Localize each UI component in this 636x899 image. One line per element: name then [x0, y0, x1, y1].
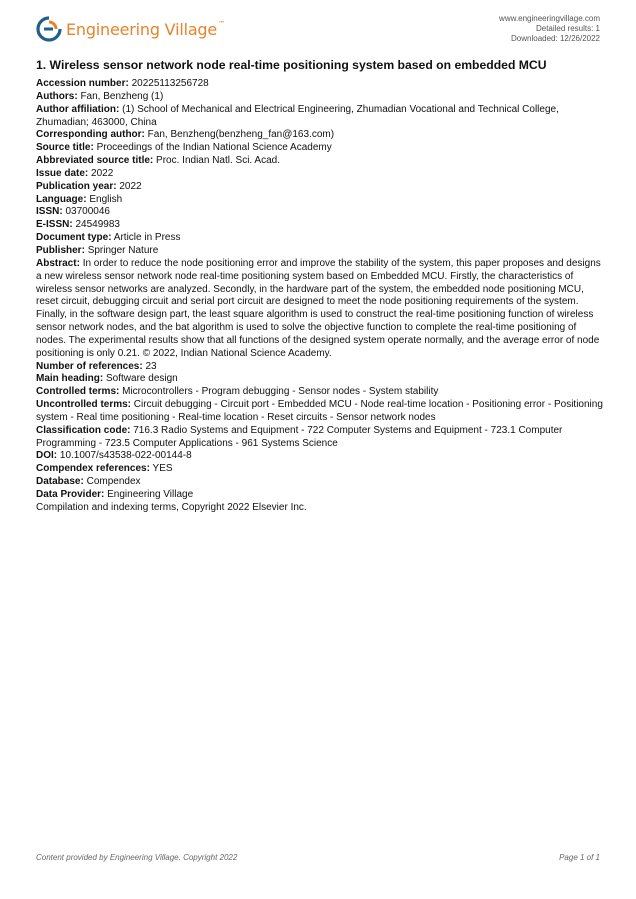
field-label: Database: [36, 476, 84, 488]
field-value: 2022 [119, 180, 142, 192]
field-value: English [89, 193, 123, 205]
logo-name: Engineering Village [66, 19, 218, 39]
field-label: Document type: [36, 232, 112, 244]
field-value: Springer Nature [87, 244, 159, 256]
field-label: Abbreviated source title: [36, 155, 154, 167]
field-label: Main heading: [36, 373, 104, 385]
field-value: Software design [106, 373, 178, 385]
engineering-village-logo-icon [36, 16, 62, 42]
download-meta [499, 14, 600, 44]
field-label: Source title: [36, 142, 94, 154]
logo-text [66, 20, 225, 39]
field-value: 2022 [91, 167, 114, 179]
footer-credit: Content provided by Engineering Village. Copyright 2022 [36, 853, 238, 862]
field-value: (1) School of Mechanical and Electrical Engineering, Zhumadian Vocational and Technical College, Zhumadian; 463000, China [36, 103, 559, 128]
field-label: ISSN: [36, 206, 63, 218]
field-issn [36, 206, 604, 219]
record-title: 1. Wireless sensor network node real-time positioning system based on embedded MCU [36, 58, 547, 72]
field-source-title [36, 142, 604, 155]
field-compendex-references [36, 463, 604, 476]
field-label: DOI: [36, 450, 58, 462]
field-controlled-terms [36, 386, 604, 399]
field-publisher [36, 245, 604, 258]
page-number: Page 1 of 1 [559, 853, 600, 862]
field-label: Classification code: [36, 424, 131, 436]
field-author-affiliation [36, 104, 604, 130]
field-label: Corresponding author: [36, 129, 145, 141]
field-value: YES [152, 463, 173, 475]
field-document-type [36, 232, 604, 245]
field-value: 03700046 [65, 206, 110, 218]
field-accession-number [36, 78, 604, 91]
field-database [36, 476, 604, 489]
field-label: Data Provider: [36, 489, 105, 500]
field-value: 20225113256728 [131, 78, 209, 89]
field-label: Compendex references: [36, 463, 150, 475]
field-label: Abstract: [36, 257, 80, 269]
field-label: Issue date: [36, 167, 89, 179]
field-number-of-references [36, 361, 604, 374]
field-publication-year [36, 181, 604, 194]
field-issue-date [36, 168, 604, 181]
detailed-results: Detailed results: 1 [535, 24, 600, 33]
field-uncontrolled-terms [36, 399, 604, 425]
field-value: Fan, Benzheng (1) [80, 90, 164, 102]
field-data-provider [36, 489, 604, 502]
field-e-issn [36, 219, 604, 232]
field-abbreviated-source-title [36, 155, 604, 168]
field-label: Language: [36, 193, 87, 205]
field-value: Fan, Benzheng(benzheng_fan@163.com) [147, 129, 335, 141]
field-label: Uncontrolled terms: [36, 399, 132, 411]
field-label: Accession number: [36, 78, 129, 89]
field-value: Proc. Indian Natl. Sci. Acad. [156, 155, 280, 167]
field-value: Microcontrollers - Program debugging - Sensor nodes - System stability [122, 386, 439, 398]
field-value: 10.1007/s43538-022-00144-8 [59, 450, 192, 462]
field-abstract [36, 258, 604, 361]
field-classification-code [36, 425, 604, 451]
field-label: Publisher: [36, 244, 85, 256]
field-value: In order to reduce the node positioning error and improve the stability of the system, this paper proposes and designs a new wireless sensor network node real-time positioning system based on Embedded MCU. Firstly, the characteristics of wireless sensor networks are analyzed. Secondly, in the hardware part of the system, the embedded node positioning MCU, reset circuit, debugging circuit and serial port circuit are designed to meet the node positioning requirements of the system. Finally, in the software design part, the least square algorithm is used to construct the real-time positioning function of wireless sensor network nodes, and the bat algorithm is used to solve the objective function to complete the real-time positioning of nodes. The experimental results show that all functions of the designed system operate normally, and the average error of node positioning is only 0.21. © 2022, Indian National Science Academy. [36, 257, 601, 359]
field-label: Controlled terms: [36, 386, 120, 398]
field-language [36, 194, 604, 207]
field-doi [36, 450, 604, 463]
field-value: Engineering Village [107, 489, 194, 500]
field-label: Publication year: [36, 180, 117, 192]
field-label: Number of references: [36, 360, 143, 372]
field-value: Circuit debugging - Circuit port - Embedded MCU - Node real-time location - Positioning error - Positioning system - Real time positioning - Real-time location - Reset circuits - Sensor network nodes [36, 399, 603, 423]
field-authors [36, 91, 604, 104]
downloaded-date: Downloaded: 12/26/2022 [511, 34, 600, 43]
field-main-heading [36, 373, 604, 386]
copyright-line: Compilation and indexing terms, Copyright 2022 Elsevier Inc. [36, 501, 307, 513]
field-value: Article in Press [113, 232, 181, 244]
field-value: 24549983 [75, 219, 120, 231]
field-corresponding-author [36, 129, 604, 142]
field-label: E-ISSN: [36, 219, 73, 231]
site-url: www.engineeringvillage.com [499, 14, 600, 23]
record-fields [36, 78, 604, 515]
field-value: Proceedings of the Indian National Science Academy [96, 142, 332, 154]
field-value: 23 [145, 360, 157, 372]
engineering-village-logo [36, 16, 225, 42]
field-value: 716.3 Radio Systems and Equipment - 722 Computer Systems and Equipment - 723.1 Computer Programming - 723.5 Computer Applications - 961 Systems Science [36, 424, 563, 449]
field-label: Author affiliation: [36, 103, 120, 115]
field-value: Compendex [86, 476, 141, 488]
logo-trademark: ™ [218, 19, 225, 28]
field-label: Authors: [36, 90, 78, 102]
